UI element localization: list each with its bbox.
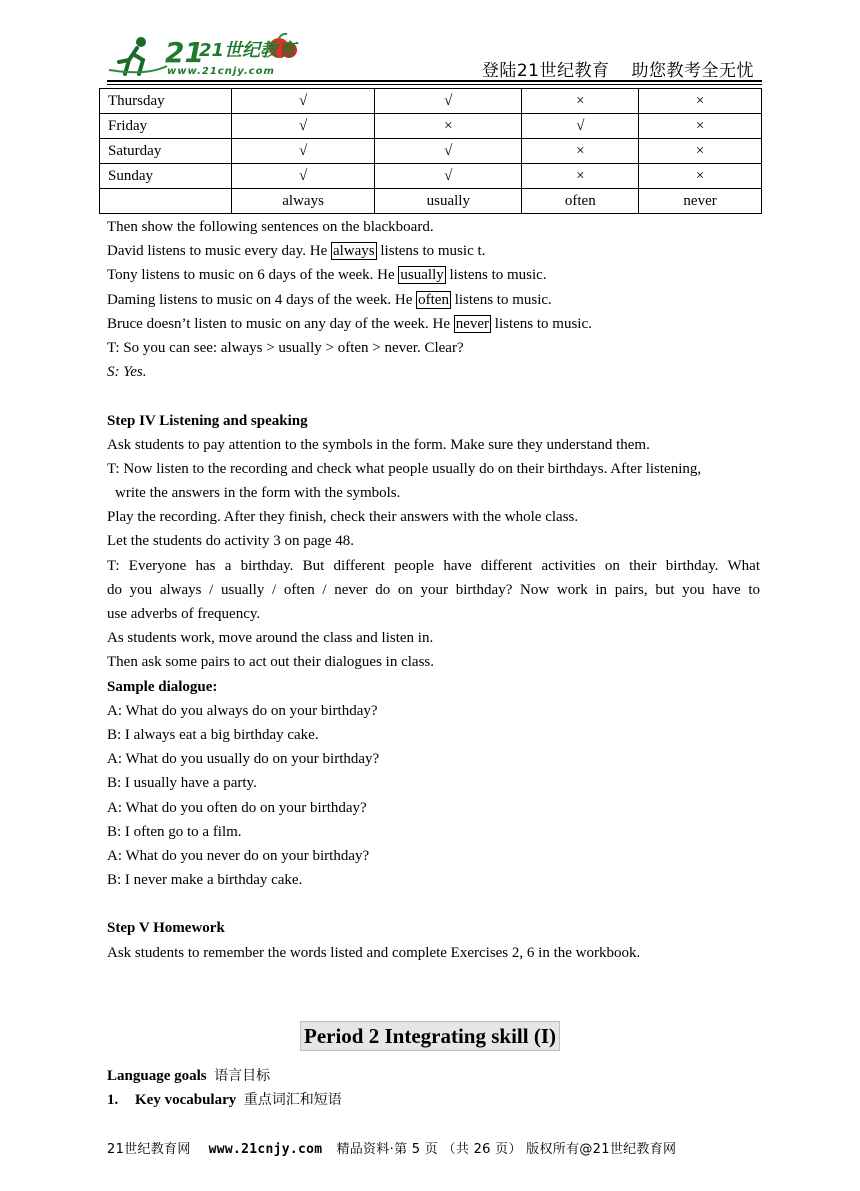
table-cell: × [639,89,762,114]
logo-text: 21世纪教育 [199,40,297,61]
boxed-word: often [418,291,449,308]
table-cell: √ [232,89,375,114]
paragraph: T: Now listen to the recording and check what people usually do on their birthdays. After listening, [107,460,702,477]
logo [107,30,307,80]
svg-text:21: 21 [165,36,204,69]
table-cell: √ [522,114,639,139]
table-row [100,114,762,139]
table-cell: × [639,114,762,139]
spacer [107,892,760,916]
sentence-text: listens to music. [445,267,547,284]
goals-item [107,1088,342,1112]
page-header [107,30,762,82]
sentence-text: David listens to music every day. He [107,243,331,260]
header-rule [107,80,762,82]
table-cell: × [375,114,522,139]
paragraph: T: Everyone has a birthday. But different people have different activities on their birthday. What [107,557,760,574]
table-cell-day: Friday [100,114,232,139]
table-cell: √ [375,164,522,189]
paragraph: use adverbs of frequency. [107,606,261,622]
section-heading: Step IV Listening and speaking [107,412,308,429]
table-row [100,89,762,114]
table-cell: × [522,164,639,189]
table-cell-day: Thursday [100,89,232,114]
dialogue-line: B: I often go to a film. [107,823,242,840]
document-body [107,215,760,965]
dialogue-line: B: I never make a birthday cake. [107,872,303,889]
footer-site-name: 21世纪教育网 [107,1142,191,1157]
period-title [0,1024,860,1049]
section-heading: Step V Homework [107,920,225,937]
table-cell-day [100,189,232,214]
page-footer [107,1138,762,1157]
table-cell: × [639,139,762,164]
table-footer-row [100,189,762,214]
example-sentence [107,288,760,312]
dialogue-line: B: I usually have a party. [107,775,257,792]
paragraph: do you always / usually / often / never do on your birthday? Now work in pairs, but you have to [107,581,760,598]
table-cell: √ [232,139,375,164]
goals-item-number: 1. [107,1092,119,1109]
student-line: S: Yes. [107,364,147,381]
slogan-right: 助您教考全无忧 [631,61,754,81]
sentence-text: Daming listens to music on 4 days of the week. He [107,291,417,308]
dialogue-line: B: I always eat a big birthday cake. [107,726,319,743]
table-cell: √ [232,114,375,139]
slogan-left: 登陆21世纪教育 [481,61,610,81]
logo-subtext: www.21cnjy.com [167,66,275,77]
example-sentence [107,312,760,336]
table-cell: always [232,189,375,214]
paragraph: Play the recording. After they finish, check their answers with the whole class. [107,509,579,526]
table-row [100,164,762,189]
goals-item-cn: 重点词汇和短语 [243,1092,342,1109]
table-cell: often [522,189,639,214]
table-cell-day: Sunday [100,164,232,189]
paragraph: Then ask some pairs to act out their dialogues in class. [107,654,435,671]
table-cell: usually [375,189,522,214]
table-cell-day: Saturday [100,139,232,164]
goals-heading-en: Language goals [107,1068,207,1084]
teacher-line: T: So you can see: always > usually > often > never. Clear? [107,339,464,356]
sentence-text: listens to music. [450,291,552,308]
table-cell: √ [375,89,522,114]
footer-page-info: 精品资料·第 5 页 （共 26 页） 版权所有@21世纪教育网 [336,1142,677,1157]
sentence-text: Bruce doesn’t listen to music on any day of the week. He [107,315,454,332]
paragraph: Then show the following sentences on the blackboard. [107,219,434,235]
goals-item-en: Key vocabulary [135,1092,237,1109]
footer-url[interactable]: www.21cnjy.com [208,1142,323,1157]
language-goals [107,1064,342,1112]
boxed-word: never [455,315,490,332]
dialogue-line: A: What do you never do on your birthday? [107,847,370,864]
table-cell: √ [375,139,522,164]
paragraph: Ask students to pay attention to the symbols in the form. Make sure they understand them. [107,436,650,453]
sentence-text: Tony listens to music on 6 days of the week. He [107,267,399,284]
goals-heading [107,1064,342,1088]
table-row [100,139,762,164]
table-cell: × [522,89,639,114]
paragraph: write the answers in the form with the symbols. [115,485,401,502]
paragraph: Ask students to remember the words listed and complete Exercises 2, 6 in the workbook. [107,944,641,961]
paragraph: Let the students do activity 3 on page 48. [107,533,355,550]
table-cell: × [522,139,639,164]
frequency-table [99,88,762,214]
dialogue-line: A: What do you often do on your birthday? [107,799,367,816]
table-cell: × [639,164,762,189]
table-cell: never [639,189,762,214]
sentence-text: listens to music t. [376,243,486,260]
spacer [107,384,760,408]
table-cell: √ [232,164,375,189]
example-sentence [107,239,760,263]
sentence-text: listens to music. [491,315,592,332]
boxed-word: usually [400,267,444,284]
sample-dialogue-heading: Sample dialogue: [107,678,218,695]
paragraph: As students work, move around the class and listen in. [107,630,434,647]
dialogue-line: A: What do you usually do on your birthday? [107,751,380,768]
header-slogan [482,56,754,81]
dialogue-line: A: What do you always do on your birthday? [107,702,378,719]
boxed-word: always [332,243,375,260]
goals-heading-cn: 语言目标 [214,1068,271,1084]
example-sentence [107,263,760,287]
header-rule-thin [107,84,762,85]
period-title-text: Period 2 Integrating skill (I) [300,1021,560,1051]
